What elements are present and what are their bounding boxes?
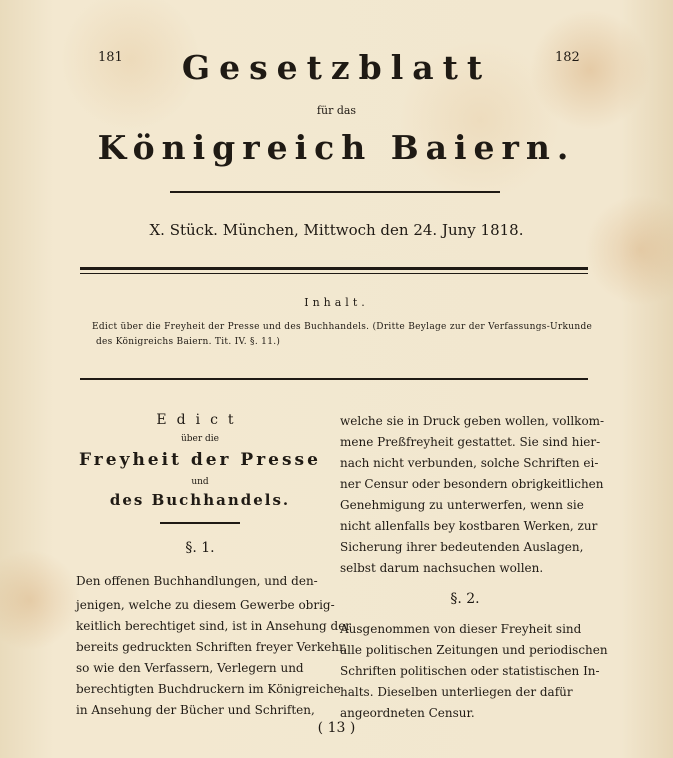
contents-rule [80, 378, 588, 380]
right-line-4: ner Censur oder besondern obrigkeitlichen [340, 477, 604, 491]
right-line-1: welche sie in Druck geben wollen, vollkom- [340, 414, 605, 428]
right-line-12: halts. Dieselben unterliegen der dafür [340, 685, 573, 699]
right-line-5: Genehmigung zu unterwerfen, wenn sie [340, 498, 584, 512]
right-line-11: Schriften politischen oder statistischen In- [340, 664, 600, 678]
right-line-2: mene Preßfreyheit gestattet. Sie sind hier- [340, 435, 601, 449]
edict-title-und: und [191, 477, 209, 487]
issue-line: X. Stück. München, Mittwoch den 24. Juny 1818. [149, 221, 524, 239]
right-line-6: nicht allenfalls bey kostbaren Werken, zur [340, 519, 598, 533]
footer-page-number: ( 13 ) [317, 720, 356, 736]
page-number-left: 181 [98, 50, 123, 65]
masthead-kingdom: Königreich Baiern. [97, 128, 576, 167]
edict-title-uber: über die [180, 434, 219, 444]
section-1-heading: §. 1. [185, 540, 215, 556]
edict-title-rule [160, 522, 240, 524]
left-line-4: bereits gedruckten Schriften freyer Verkehr, [76, 640, 348, 654]
masthead-rule [170, 191, 500, 193]
right-line-13: angeordneten Censur. [340, 706, 475, 720]
contents-line-2: des Königreichs Baiern. Tit. IV. §. 11.) [96, 337, 281, 347]
masthead-title: Gesetzblatt [181, 48, 492, 87]
right-line-8: selbst darum nachsuchen wollen. [340, 561, 544, 575]
double-rule-top [80, 267, 588, 270]
left-line-2: jenigen, welche zu diesem Gewerbe obrig- [76, 598, 335, 612]
right-line-7: Sicherung ihrer bedeutenden Auslagen, [340, 540, 584, 554]
edict-title-word: Edict [156, 412, 244, 428]
contents-heading: Inhalt. [304, 296, 369, 309]
edict-title-buchhandel: des Buchhandels. [109, 491, 291, 509]
contents-line-1: Edict über die Freyheit der Presse und des Buchhandels. (Dritte Beylage zur der Verfassungs-Urkunde [92, 322, 593, 332]
right-line-10: alle politischen Zeitungen und periodischen [340, 643, 608, 657]
page-number-right: 182 [555, 50, 580, 65]
edict-title-freyheit: Freyheit der Presse [79, 450, 321, 470]
left-line-5: so wie den Verfassern, Verlegern und [76, 661, 304, 675]
section-2-heading: §. 2. [450, 591, 480, 607]
left-line-3: keitlich berechtiget sind, ist in Ansehung der [76, 619, 352, 633]
left-line-1: Den offenen Buchhandlungen, und den- [76, 574, 318, 588]
left-line-6: berechtigten Buchdruckern im Königreiche [76, 682, 341, 696]
left-line-7: in Ansehung der Bücher und Schriften, [76, 703, 315, 717]
right-line-9: Ausgenommen von dieser Freyheit sind [340, 622, 582, 636]
double-rule-bottom [80, 273, 588, 274]
right-line-3: nach nicht verbunden, solche Schriften ei- [340, 456, 599, 470]
masthead-fur-das: für das [316, 104, 357, 117]
